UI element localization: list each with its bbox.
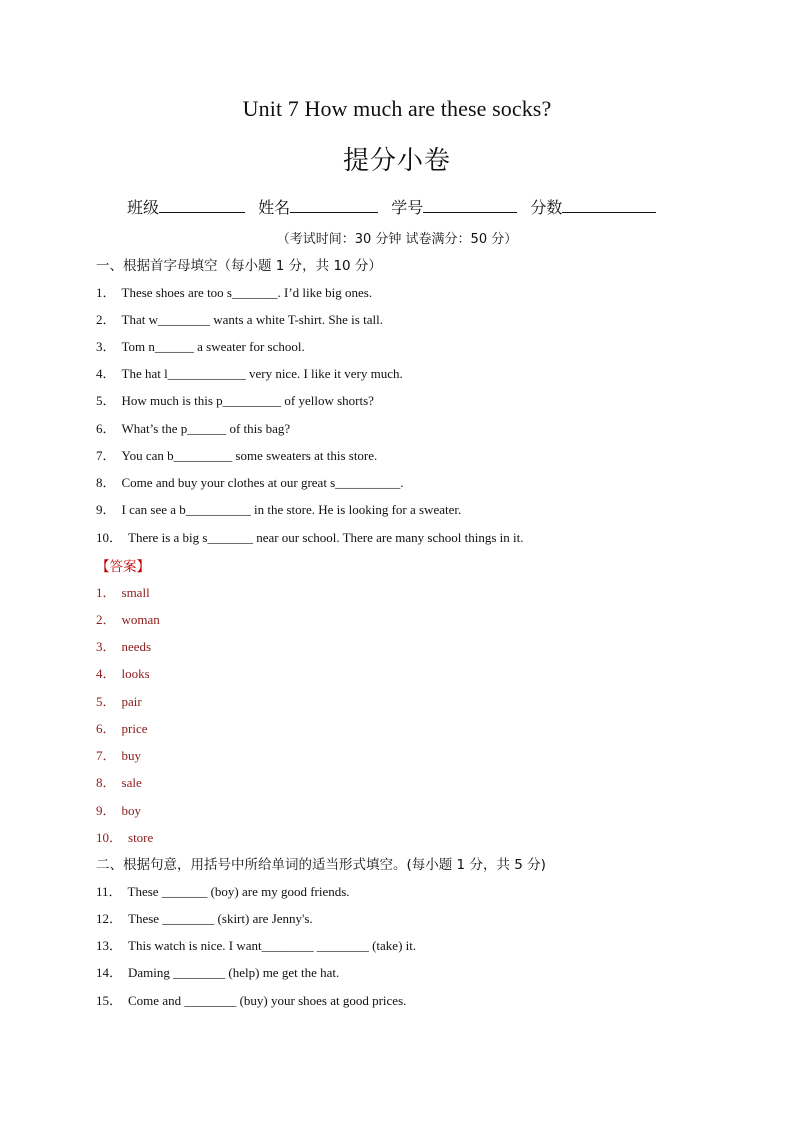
question-4: 4． The hat l____________ very nice. I like it very much. [96, 366, 403, 381]
exam-info: （考试时间：30 分钟 试卷满分：50 分） [276, 232, 518, 247]
class-label: 班级 [127, 198, 160, 217]
answer-6: 6． price [96, 721, 148, 736]
class-blank [159, 198, 245, 213]
question-7: 7． You can b_________ some sweaters at this store. [96, 448, 378, 463]
number-blank [423, 198, 517, 213]
question-1: 1． These shoes are too s_______. I’d like big ones. [96, 285, 373, 300]
student-info-row [127, 195, 664, 218]
question-10: 10． There is a big s_______ near our school. There are many school things in it. [96, 530, 524, 545]
question-14: 14． Daming ________ (help) me get the hat. [96, 965, 340, 980]
answer-2: 2． woman [96, 612, 160, 627]
section-1-heading: 一、根据首字母填空（每小题 1 分，共 10 分） [96, 258, 382, 274]
name-blank [290, 198, 378, 213]
question-13: 13． This watch is nice. I want________ ________ (take) it. [96, 938, 417, 953]
answer-10: 10． store [96, 830, 154, 845]
question-3: 3． Tom n______ a sweater for school. [96, 339, 305, 354]
question-15: 15． Come and ________ (buy) your shoes at good prices. [96, 993, 407, 1008]
section-2-heading: 二、根据句意，用括号中所给单词的适当形式填空。(每小题 1 分，共 5 分) [96, 857, 546, 873]
answer-5: 5． pair [96, 694, 142, 709]
answer-4: 4． looks [96, 666, 150, 681]
question-6: 6． What’s the p______ of this bag? [96, 421, 291, 436]
name-field [258, 195, 378, 218]
question-12: 12． These ________ (skirt) are Jenny's. [96, 911, 313, 926]
page-title: Unit 7 How much are these socks? [242, 96, 552, 121]
question-2: 2． That w________ wants a white T-shirt. She is tall. [96, 312, 383, 327]
answer-7: 7． buy [96, 748, 142, 763]
number-label: 学号 [391, 198, 424, 217]
name-label: 姓名 [258, 198, 291, 217]
answer-3: 3． needs [96, 639, 152, 654]
question-11: 11． These _______ (boy) are my good friends. [96, 884, 350, 899]
number-field [391, 195, 517, 218]
answer-9: 9． boy [96, 803, 142, 818]
question-5: 5． How much is this p_________ of yellow shorts? [96, 393, 374, 408]
answer-1: 1． small [96, 585, 150, 600]
question-8: 8． Come and buy your clothes at our great s__________. [96, 475, 404, 490]
score-label: 分数 [530, 198, 563, 217]
score-blank [562, 198, 656, 213]
answer-label: 【答案】 [96, 559, 150, 575]
score-field [530, 195, 656, 218]
class-field [127, 195, 245, 218]
question-9: 9． I can see a b__________ in the store. He is looking for a sweater. [96, 502, 462, 517]
page-subtitle: 提分小卷 [342, 146, 451, 176]
answer-8: 8． sale [96, 775, 142, 790]
